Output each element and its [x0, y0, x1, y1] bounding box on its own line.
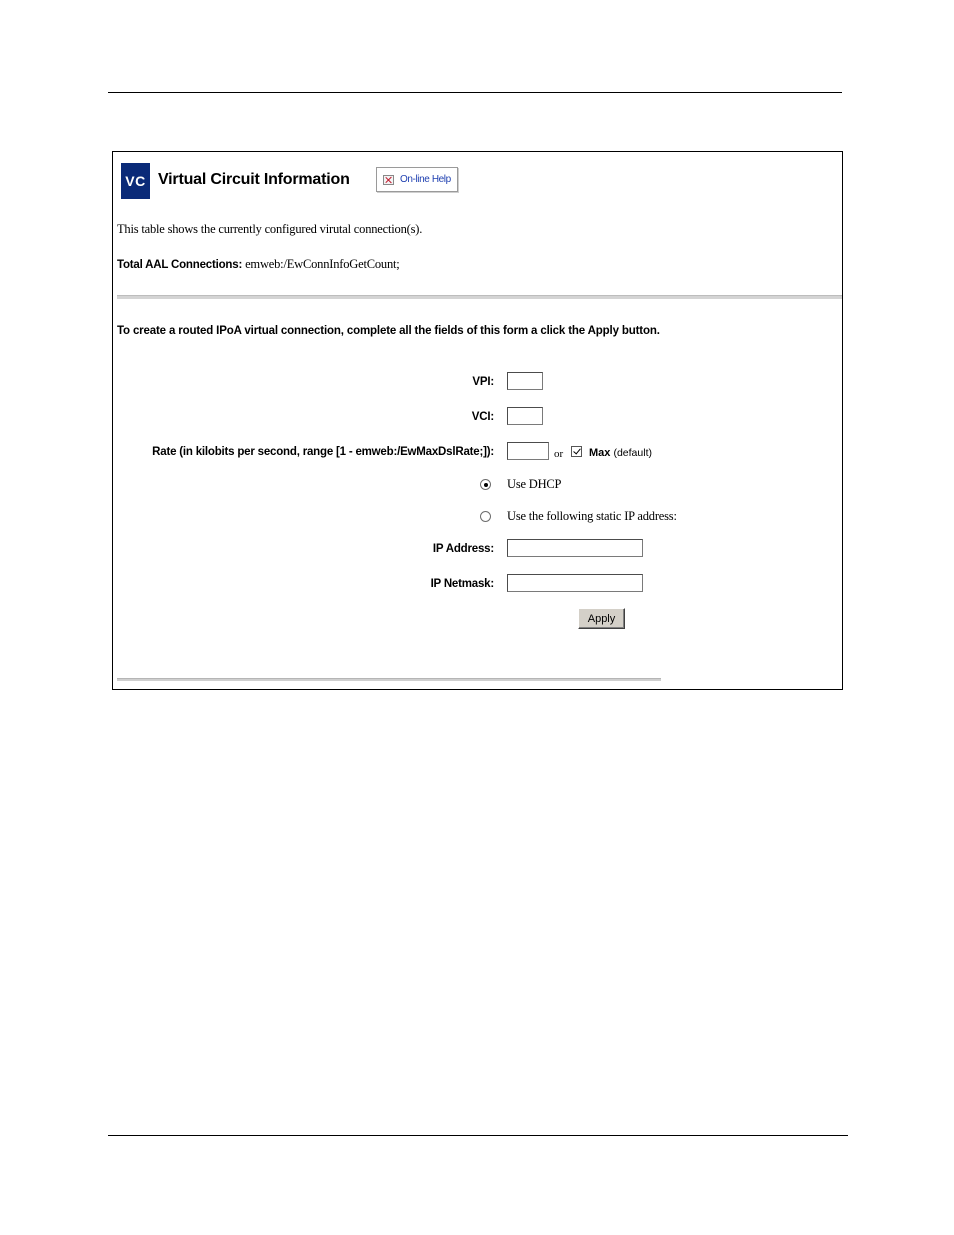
page-title: Virtual Circuit Information [158, 171, 350, 188]
max-rate-checkbox[interactable] [571, 446, 582, 457]
apply-button[interactable]: Apply [578, 608, 625, 629]
use-dhcp-label: Use DHCP [507, 477, 562, 491]
ip-address-label: IP Address: [432, 543, 494, 555]
broken-image-icon [383, 175, 394, 185]
rate-label: Rate (in kilobits per second, range [1 - emweb:/EwMaxDslRate;]): [152, 446, 494, 458]
total-connections-label: Total AAL Connections: [117, 259, 243, 271]
online-help-label: On-line Help [400, 174, 451, 185]
vpi-label: VPI: [472, 376, 494, 388]
total-connections [117, 257, 400, 272]
max-rate-label [589, 447, 652, 459]
vc-logo-icon: VC [121, 163, 150, 199]
static-ip-radio[interactable] [480, 511, 491, 522]
screenshot-frame [112, 151, 843, 690]
max-label: Max [589, 447, 611, 459]
static-ip-label: Use the following static IP address: [507, 509, 677, 523]
page-header-rule [108, 92, 842, 93]
section-divider [117, 295, 842, 299]
online-help-button[interactable] [376, 167, 458, 192]
rate-or-text: or [554, 448, 564, 460]
use-dhcp-radio[interactable] [480, 479, 491, 490]
vci-input[interactable] [507, 407, 543, 425]
ip-address-input[interactable] [507, 539, 643, 557]
page-footer-rule [108, 1135, 848, 1136]
vci-label: VCI: [471, 411, 494, 423]
ip-netmask-input[interactable] [507, 574, 643, 592]
total-connections-value: emweb:/EwConnInfoGetCount; [245, 257, 400, 271]
ip-netmask-label: IP Netmask: [430, 578, 494, 590]
rate-input[interactable] [507, 442, 549, 460]
intro-text: This table shows the currently configured virutal connection(s). [117, 222, 423, 236]
form-instruction: To create a routed IPoA virtual connection, complete all the fields of this form a click the Apply button. [117, 325, 660, 337]
vpi-input[interactable] [507, 372, 543, 390]
form-bottom-divider [117, 678, 661, 681]
max-default-label: (default) [613, 447, 652, 459]
